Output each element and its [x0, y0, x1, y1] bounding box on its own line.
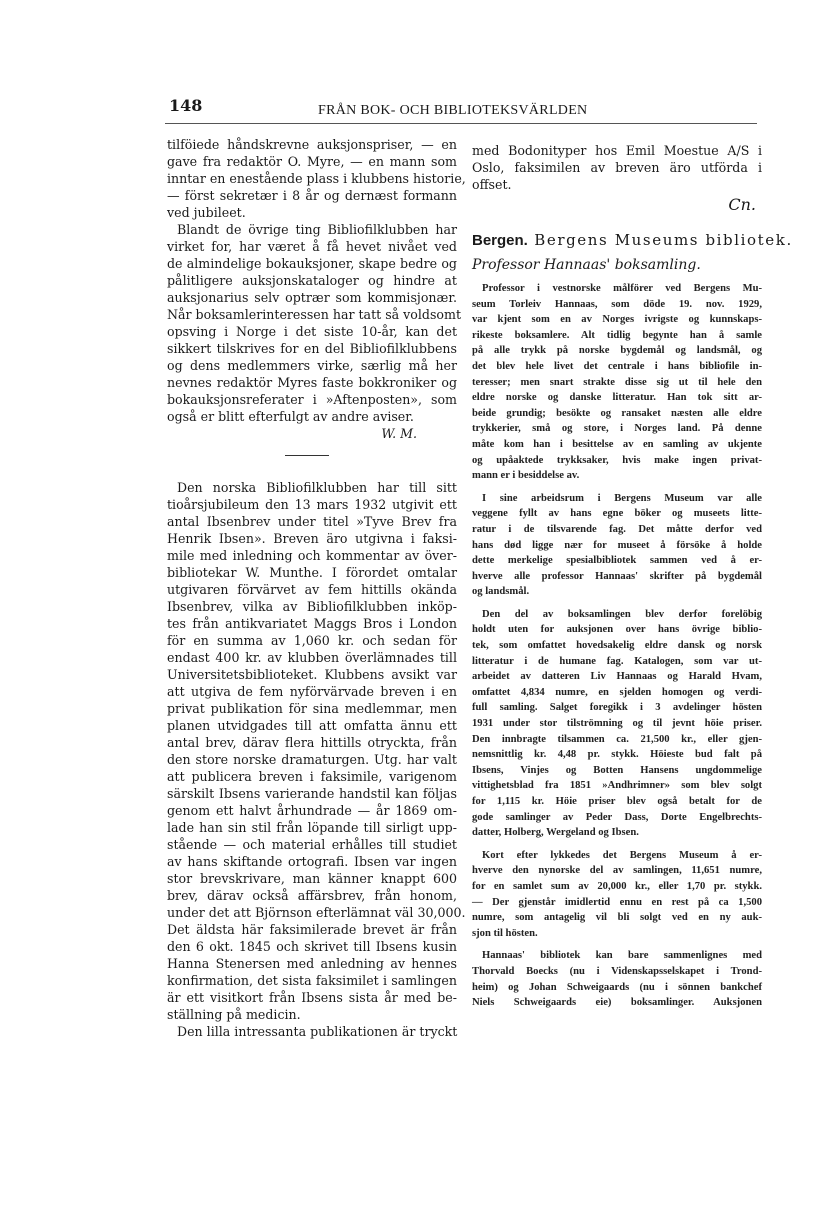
- text-line: mile med inledning och kommentar av över-: [167, 548, 457, 563]
- text-line: Det äldsta här faksimilerade brevet är från: [167, 922, 457, 937]
- text-line: og landsmål.: [472, 586, 530, 598]
- text-line: bibliotekar W. Munthe. I förordet omtalar: [167, 565, 457, 580]
- text-line: veggene fyllt av hans egne böker og museets litte-: [472, 508, 762, 520]
- text-line: full samling. Salget foregikk i 3 avdelinger hösten: [472, 702, 762, 714]
- text-line: ställning på medicin.: [167, 1007, 301, 1022]
- text-line: för en summa av 1,060 kr. och sedan för: [167, 633, 457, 648]
- text-line: antal Ibsenbrev under titel »Tyve Brev fra: [167, 514, 457, 529]
- text-line: hverve alle professor Hannaas' skrifter på bygdemål: [472, 570, 762, 582]
- heading-title: Bergens Museums bibliotek.: [534, 231, 793, 249]
- text-line: brev, därav också affärsbrev, från honom,: [167, 888, 457, 903]
- text-line: tes från antikvariatet Maggs Bros i London: [167, 616, 457, 631]
- text-line: hverve den nynorske del av samlingen, 11,651 numre,: [472, 865, 762, 877]
- text-line: Henrik Ibsen». Breven äro utgivna i faksi-: [167, 531, 457, 546]
- text-line: lade han sin stil från löpande till sirligt upp-: [167, 820, 457, 835]
- text-line: Blandt de övrige ting Bibliofilklubben har: [177, 222, 457, 237]
- subheading: Professor Hannaas' boksamling.: [472, 257, 701, 273]
- text-line: genom ett halvt århundrade — år 1869 om-: [167, 803, 457, 818]
- signature-cn: Cn.: [728, 195, 756, 214]
- signature-wm: W. M.: [381, 426, 417, 441]
- text-line: tioårsjubileum den 13 mars 1932 utgivit ett: [167, 497, 457, 512]
- paragraph: [167, 221, 462, 425]
- text-line: heim) og Johan Schweigaards (nu i sönnen bankchef: [472, 981, 762, 993]
- text-line: — först sekretær i 8 år og dernæst formann: [167, 188, 457, 203]
- text-line: Når boksamlerinteressen har tatt så voldsomt: [167, 307, 462, 322]
- text-line: stående — och material erhålles till studiet: [167, 837, 457, 852]
- text-line: konfirmation, det sista faksimilet i samlingen: [167, 973, 457, 988]
- left-column: [167, 136, 466, 1040]
- text-line: sikkert tilskrives for en del Bibliofilklubbens: [167, 341, 457, 356]
- text-line: Den norska Bibliofilklubben har till sitt: [177, 480, 457, 495]
- text-line: hans død ligge nær for museet å försöke å holde: [472, 539, 762, 551]
- text-line: Oslo, faksimilen av breven äro utförda i: [472, 160, 762, 175]
- text-line: virket for, har været å få hevet nivået ved: [167, 239, 457, 254]
- paragraph: [472, 491, 762, 600]
- text-line: ved jubileet.: [167, 205, 246, 220]
- text-line: pålitligere auksjonskataloger og hindre at: [167, 273, 457, 288]
- text-line: det blev hele livet det centrale i hans bibliofile in-: [472, 360, 762, 372]
- text-line: for en samlet sum av 20,000 kr., eller 1,70 pr. stykk.: [472, 880, 762, 892]
- text-line: sjon til hösten.: [472, 927, 538, 939]
- article-bibliofilklubben-end: [167, 136, 466, 425]
- text-line: holdt uten for auksjonen over hans övrige biblio-: [472, 624, 762, 636]
- text-line: Thorvald Boecks (nu i Videnskapsselskapet i Trond-: [472, 965, 762, 977]
- right-column: [472, 142, 793, 1011]
- heading-place: Bergen.: [472, 232, 528, 249]
- paragraph: [472, 281, 762, 484]
- text-line: den 6 okt. 1845 och skrivet till Ibsens kusin: [167, 939, 457, 954]
- text-line: Hannaas' bibliotek kan bare sammenlignes med: [482, 950, 762, 962]
- text-line: Hanna Stenersen med anledning av hennes: [167, 956, 457, 971]
- paragraph: [472, 848, 762, 942]
- text-line: eldre norske og danske litteratur. Han tok sitt ar-: [472, 392, 762, 404]
- text-line: Den del av boksamlingen blev derfor forelöbig: [482, 608, 762, 620]
- text-line: 1931 under stor tilströmning og til jevnt höie priser.: [472, 718, 762, 730]
- text-line: Niels Schweigaards eie) boksamlinger. Auksjonen: [472, 997, 762, 1009]
- text-line: numre, som antagelig vil bli solgt ved en ny auk-: [472, 912, 762, 924]
- text-line: vittighetsblad fra 1851 »Andhrimner» som blev solgt: [472, 780, 762, 792]
- article-hannaas: [472, 281, 762, 1011]
- paragraph: [167, 1023, 457, 1040]
- text-line: antal brev, därav flera hittills otryckta, från: [167, 735, 457, 750]
- text-line: särskilt Ibsens varierande handstil kan följas: [167, 786, 457, 801]
- text-line: trykkerier, små og store, i Norges land. På denne: [472, 423, 762, 435]
- text-line: de almindelige bokauksjoner, skape bedre og: [167, 256, 457, 271]
- text-line: gode samlinger av Peder Dass, Dorte Engelbrechts-: [472, 811, 762, 823]
- text-line: på alle trykk på norske bygdemål og landsmål, og: [472, 345, 762, 357]
- text-line: datter, Holberg, Wergeland og Ibsen.: [472, 827, 639, 839]
- text-line: opsving i Norge i det siste 10-år, kan det: [167, 324, 457, 339]
- text-line: nevnes redaktör Myres faste bokkroniker og: [167, 375, 457, 390]
- paragraph: [167, 479, 466, 1023]
- paragraph: [472, 607, 762, 841]
- article-ibsenbrev-continuation: [472, 142, 762, 193]
- text-line: nemsnittlig kr. 4,48 pr. stykk. Höieste bud falt på: [472, 749, 762, 761]
- text-line: arbeidet av datteren Liv Hannaas og Harald Hvam,: [472, 671, 762, 683]
- text-line: Den innbragte tilsammen ca. 21,500 kr., eller gjen-: [472, 733, 762, 745]
- text-line: var kjent som en av Norges ivrigste og kunnskaps-: [472, 314, 762, 326]
- text-line: under det att Björnson efterlämnat väl 30,000.: [167, 905, 466, 920]
- text-line: rikeste boksamlere. Alt tidlig begynte han å samle: [472, 329, 762, 341]
- text-line: dette merkelige spesialbibliotek sammen ved å er-: [472, 555, 762, 567]
- text-line: måte kom han i besittelse av en samling av ukjente: [472, 438, 762, 450]
- running-title: FRÅN BOK- OCH BIBLIOTEKSVÄRLDEN: [318, 103, 588, 118]
- text-line: privat publikation för sina medlemmar, men: [167, 701, 457, 716]
- text-line: Kort efter lykkedes det Bergens Museum å er-: [482, 849, 762, 861]
- text-line: og dens medlemmers virke, særlig må her: [167, 358, 457, 373]
- text-line: gave fra redaktör O. Myre, — en mann som: [167, 154, 457, 169]
- text-line: ratur i de tilsvarende fag. Det måtte derfor ved: [472, 523, 762, 535]
- paragraph: [472, 142, 762, 193]
- text-line: av hans skiftande ortografi. Ibsen var ingen: [167, 854, 457, 869]
- text-line: også er blitt efterfulgt av andre aviser.: [167, 409, 414, 424]
- text-line: beide grundig; besökte og ransaket næsten alle eldre: [472, 407, 762, 419]
- text-line: Professor i vestnorske målförer ved Bergens Mu-: [482, 283, 762, 294]
- header-rule: [165, 123, 757, 124]
- paragraph: [472, 948, 762, 1010]
- text-line: planen utvidgades till att omfatta ännu ett: [167, 718, 457, 733]
- section-heading: [472, 231, 793, 249]
- text-line: seum Torleiv Hannaas, som döde 19. nov. 1929,: [472, 298, 762, 310]
- article-ibsenbrev: [167, 479, 466, 1040]
- text-line: tek, som omfattet hovedsakelig eldre dansk og norsk: [472, 640, 762, 652]
- text-line: inntar en enestående plass i klubbens historie,: [167, 171, 466, 186]
- text-line: for 1,115 kr. Höie priser blev også betalt for de: [472, 796, 762, 807]
- text-line: auksjonarius selv optrær som kommisjonær.: [167, 290, 457, 305]
- text-line: utgivaren förvärvet av fem hittills okända: [167, 582, 457, 597]
- text-line: Ibsens, Vinjes og Botten Hansens ungdommelige: [472, 764, 762, 776]
- text-line: omfattet 4,834 numre, en sjelden homogen og verdi-: [472, 686, 762, 698]
- text-line: Ibsenbrev, vilka av Bibliofilklubben inköp-: [167, 599, 457, 614]
- text-line: litteratur i de humane fag. Katalogen, som var ut-: [472, 655, 762, 667]
- text-line: — Der gjenstår imidlertid ennu en rest på ca 1,500: [472, 896, 762, 908]
- text-line: endast 400 kr. av klubben överlämnades till: [167, 650, 457, 665]
- text-line: att utgiva de fem nyförvärvade breven i en: [167, 684, 457, 699]
- text-line: Den lilla intressanta publikationen är tryckt: [177, 1024, 458, 1039]
- page-number: 148: [169, 96, 203, 115]
- text-line: den store norske dramaturgen. Utg. har valt: [167, 752, 457, 767]
- text-line: med Bodonityper hos Emil Moestue A/S i: [472, 143, 762, 158]
- text-line: Universitetsbiblioteket. Klubbens avsikt var: [167, 667, 457, 682]
- text-line: teresser; men snart strakte disse sig ut til hele den: [472, 376, 762, 388]
- text-line: og upåaktede trykksaker, hvis make ingen privat-: [472, 454, 762, 466]
- text-line: tilföiede håndskrevne auksjonspriser, — en: [167, 137, 457, 152]
- text-line: offset.: [472, 177, 512, 192]
- text-line: att publicera breven i faksimile, varigenom: [167, 769, 457, 784]
- text-line: bokauksjonsreferater i »Aftenposten», som: [167, 392, 457, 407]
- text-line: är ett visitkort från Ibsens sista år med be-: [167, 990, 457, 1005]
- text-line: I sine arbeidsrum i Bergens Museum var alle: [482, 492, 762, 504]
- paragraph: [167, 136, 466, 221]
- text-line: stor brevskrivare, man känner knappt 600: [167, 871, 457, 886]
- text-line: mann er i besiddelse av.: [472, 470, 580, 482]
